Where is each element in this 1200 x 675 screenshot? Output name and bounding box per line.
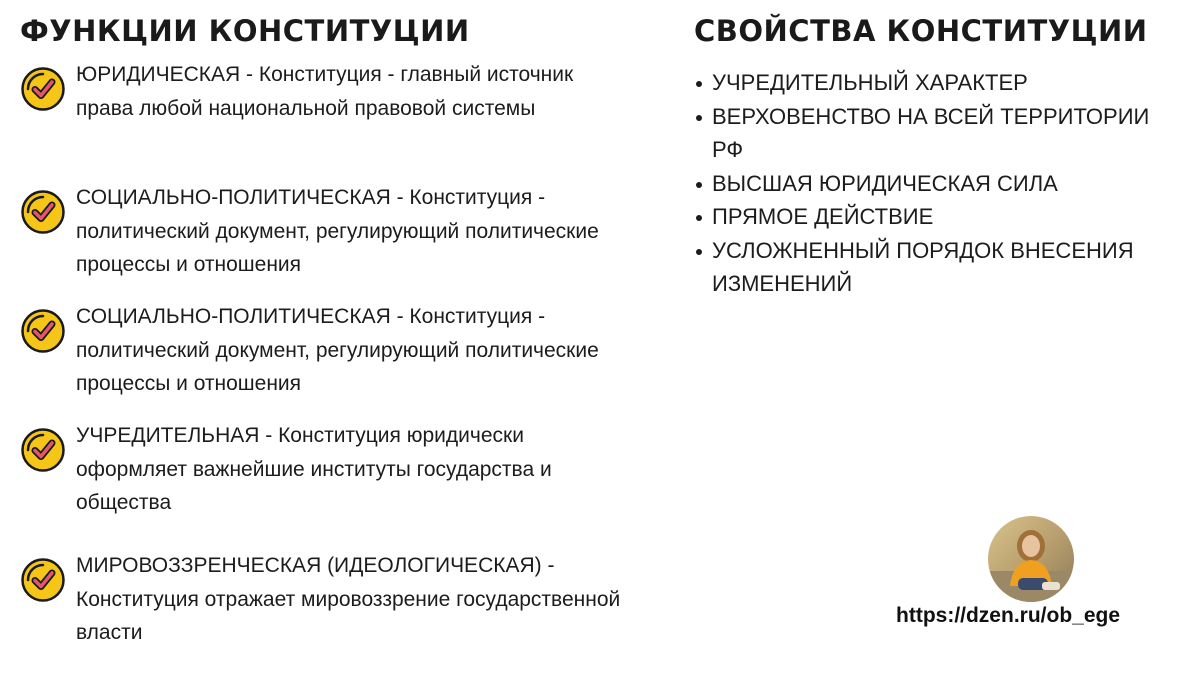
author-avatar [988, 516, 1074, 602]
function-item-text: УЧРЕДИТЕЛЬНАЯ - Конституция юридически оформляет важнейшие институты государства и общества [76, 424, 552, 514]
function-item-text: СОЦИАЛЬНО-ПОЛИТИЧЕСКАЯ - Конституция - политический документ, регулирующий политические процессы и отношения [76, 305, 599, 395]
property-text: ПРЯМОЕ ДЕЙСТВИЕ [712, 204, 934, 229]
check-badge-icon [20, 308, 66, 354]
list-item [694, 234, 1184, 301]
check-badge-icon [20, 189, 66, 235]
list-item [694, 66, 1184, 100]
check-badge-icon [20, 557, 66, 603]
functions-heading: ФУНКЦИИ КОНСТИТУЦИИ [20, 14, 470, 48]
list-item [694, 167, 1184, 201]
bullet-icon [696, 81, 702, 87]
property-text: УСЛОЖНЕННЫЙ ПОРЯДОК ВНЕСЕНИЯ ИЗМЕНЕНИЙ [712, 237, 1134, 296]
list-item [694, 100, 1184, 167]
property-text: УЧРЕДИТЕЛЬНЫЙ ХАРАКТЕР [712, 70, 1028, 95]
properties-heading: СВОЙСТВА КОНСТИТУЦИИ [694, 14, 1148, 48]
function-item-text: ЮРИДИЧЕСКАЯ - Конституция - главный источник права любой национальной правовой системы [76, 63, 574, 120]
bullet-icon [696, 182, 702, 188]
channel-link[interactable]: https://dzen.ru/ob_ege [896, 604, 1121, 627]
property-text: ВЫСШАЯ ЮРИДИЧЕСКАЯ СИЛА [712, 170, 1058, 196]
bullet-icon [696, 215, 702, 221]
check-badge-icon [20, 66, 66, 112]
function-item-text: СОЦИАЛЬНО-ПОЛИТИЧЕСКАЯ - Конституция - политический документ, регулирующий политические процессы и отношения [76, 186, 599, 276]
bullet-icon [696, 249, 702, 255]
list-item [694, 200, 1184, 234]
check-badge-icon [20, 427, 66, 473]
function-item-text: МИРОВОЗЗРЕНЧЕСКАЯ (ИДЕОЛОГИЧЕСКАЯ) - Конституция отражает мировоззрение государственной власти [76, 554, 621, 644]
avatar-photo [988, 516, 1074, 602]
property-text: ВЕРХОВЕНСТВО НА ВСЕЙ ТЕРРИТОРИИ РФ [712, 103, 1150, 162]
properties-list [694, 66, 1184, 301]
bullet-icon [696, 115, 702, 121]
